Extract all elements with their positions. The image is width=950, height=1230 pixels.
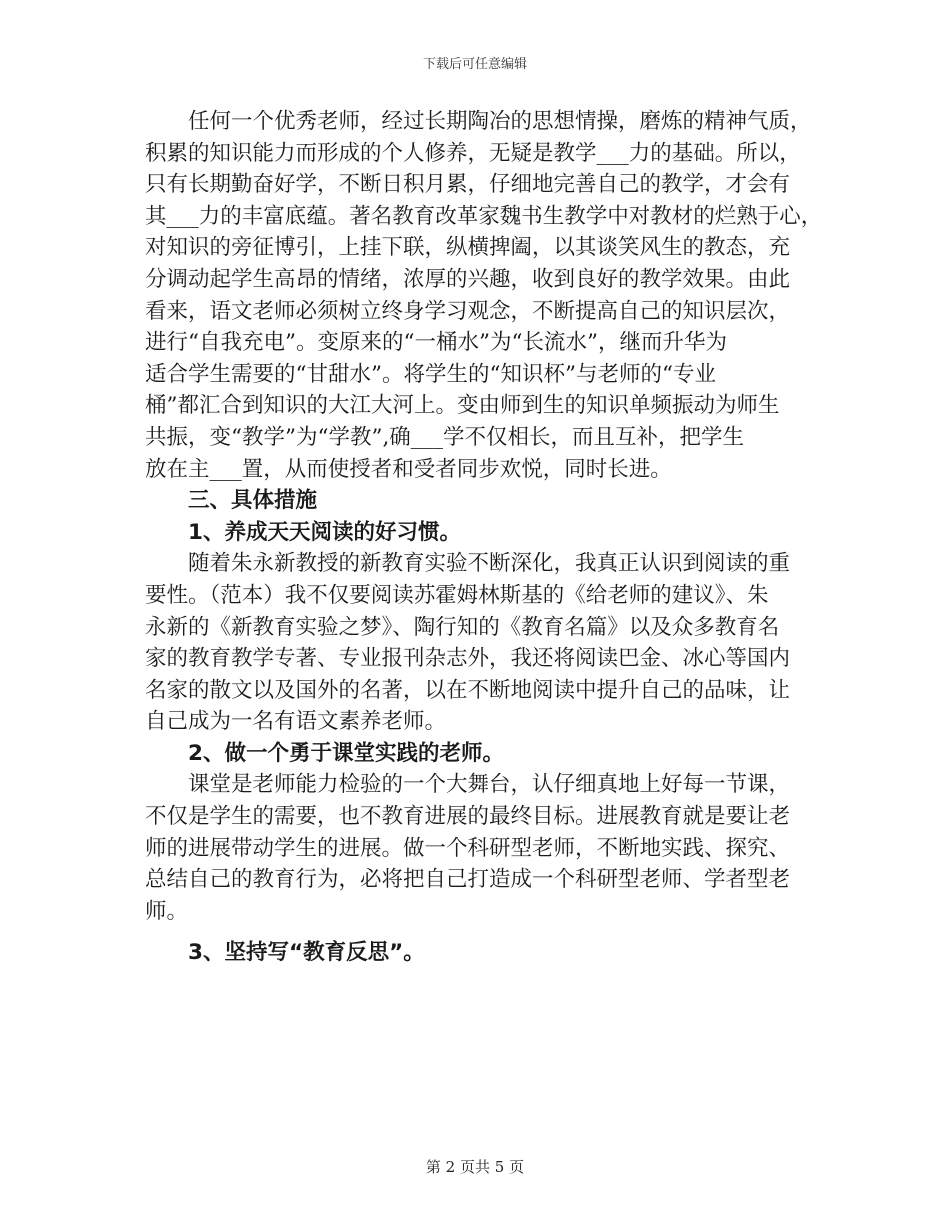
text-line: 家的教育教学专著、专业报刊杂志外，我还将阅读巴金、冰心等国内 <box>145 646 791 672</box>
text-line: 任何一个优秀老师，经过长期陶冶的思想情操，磨炼的精神气质， <box>188 109 812 134</box>
text-line: 对知识的旁征博引，上挂下联，纵横捭阖，以其谈笑风生的教态，充 <box>145 235 791 261</box>
text-line: 永新的《新教育实验之梦》、陶行知的《教育名篇》以及众多教育名 <box>145 614 780 640</box>
text-line: 师。 <box>145 898 189 924</box>
section-heading-specific-measures: 三、具体措施 <box>188 488 318 514</box>
text-line: 随着朱永新教授的新教育实验不断深化，我真正认识到阅读的重 <box>188 551 791 577</box>
text-line: 适合学生需要的“甘甜水”。将学生的“知识杯”与老师的“专业 <box>145 361 716 387</box>
text-line: 只有长期勤奋好学，不断日积月累，仔细地完善自己的教学，才会有 <box>145 172 791 198</box>
text-line: 课堂是老师能力检验的一个大舞台，认仔细真地上好每一节课， <box>188 772 791 798</box>
text-line: 要性。（范本）我不仅要阅读苏霍姆林斯基的《给老师的建议》、朱 <box>145 582 769 608</box>
document-body <box>145 106 823 969</box>
text-line: 分调动起学生高昂的情绪，浓厚的兴趣，收到良好的教学效果。由此 <box>145 266 791 292</box>
text-line: 共振，变“教学”为“学教”,确___学不仅相长，而且互补，把学生 <box>145 424 745 450</box>
text-line: 自己成为一名有语文素养老师。 <box>145 709 447 735</box>
page-footer: 第 2 页共 5 页 <box>425 1158 525 1176</box>
subheading-classroom-practice: 2、做一个勇于课堂实践的老师。 <box>188 740 504 766</box>
text-line: 放在主___置，从而使授者和受者同步欢悦，同时长进。 <box>145 456 672 482</box>
text-line: 总结自己的教育行为，必将把自己打造成一个科研型老师、学者型老 <box>145 867 791 893</box>
paragraph-teacher-cultivation <box>145 106 823 485</box>
page-header: 下载后可任意编辑 <box>422 57 527 72</box>
subheading-teaching-reflection: 3、坚持写“教育反思”。 <box>188 940 425 966</box>
text-line: 进行“自我充电”。变原来的“一桶水”为“长流水”，继而升华为 <box>145 330 727 356</box>
paragraph-classroom-practice <box>145 769 813 927</box>
text-line: 看来，语文老师必须树立终身学习观念，不断提高自己的知识层次， <box>145 298 791 324</box>
subheading-daily-reading: 1、养成天天阅读的好习惯。 <box>188 519 461 545</box>
text-line: 名家的散文以及国外的名著，以在不断地阅读中提升自己的品味，让 <box>145 677 791 703</box>
text-line: 桶”都汇合到知识的大江大河上。变由师到生的知识单频振动为师生 <box>145 393 780 419</box>
text-line: 不仅是学生的需要，也不教育进展的最终目标。进展教育就是要让老 <box>145 804 791 830</box>
text-line: 师的进展带动学生的进展。做一个科研型老师，不断地实践、探究、 <box>145 835 791 861</box>
text-line: 积累的知识能力而形成的个人修养，无疑是教学___力的基础。所以， <box>145 140 801 166</box>
paragraph-daily-reading <box>145 548 813 738</box>
text-line: 其___力的丰富底蕴。著名教育改革家魏书生教学中对教材的烂熟于心， <box>145 203 823 229</box>
